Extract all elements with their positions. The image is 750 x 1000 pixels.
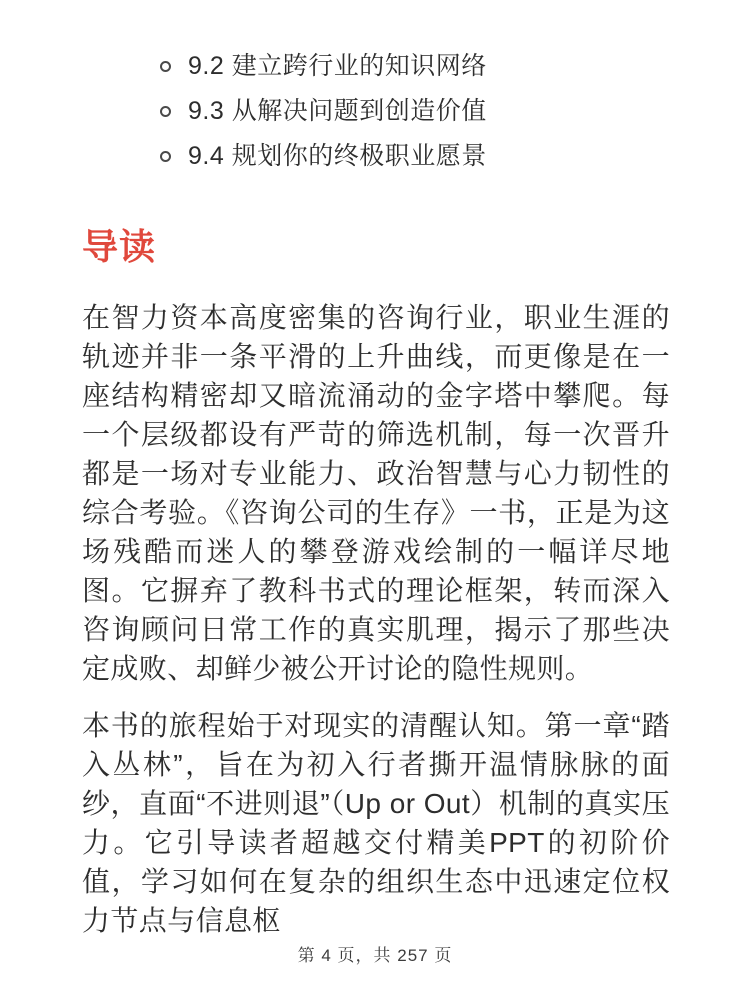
toc-list	[82, 44, 670, 179]
toc-item-label: 9.2 建立跨行业的知识网络	[188, 52, 487, 80]
circle-bullet-icon	[160, 61, 171, 72]
toc-item-label: 9.4 规划你的终极职业愿景	[188, 142, 487, 170]
toc-item-9-4[interactable]	[82, 134, 670, 179]
toc-item-9-3[interactable]	[82, 89, 670, 134]
body-paragraph-1: 在智力资本高度密集的咨询行业，职业生涯的轨迹并非一条平滑的上升曲线，而更像是在一座结构精密却又暗流涌动的金字塔中攀爬。每一个层级都设有严苛的筛选机制，每一次晋升都是一场对专业能力、政治智慧与心力韧性的综合考验。《咨询公司的生存》一书，正是为这场残酷而迷人的攀登游戏绘制的一幅详尽地图。它摒弃了教科书式的理论框架，转而深入咨询顾问日常工作的真实肌理，揭示了那些决定成败、却鲜少被公开讨论的隐性规则。	[82, 302, 670, 684]
page-number-indicator: 第 4 页，共 257 页	[297, 946, 453, 965]
section-heading: 导读	[82, 226, 157, 267]
circle-bullet-icon	[160, 106, 171, 117]
toc-item-label: 9.3 从解决问题到创造价值	[188, 97, 487, 125]
body-paragraph-2: 本书的旅程始于对现实的清醒认知。第一章“踏入丛林”，旨在为初入行者撕开温情脉脉的面纱，直面“不进则退”（Up or Out）机制的真实压力。它引导读者超越交付精美PPT的初阶价值，学习如何在复杂的组织生态中迅速定位权力节点与信息枢	[82, 710, 670, 936]
toc-item-9-2[interactable]	[82, 44, 670, 89]
circle-bullet-icon	[160, 151, 171, 162]
